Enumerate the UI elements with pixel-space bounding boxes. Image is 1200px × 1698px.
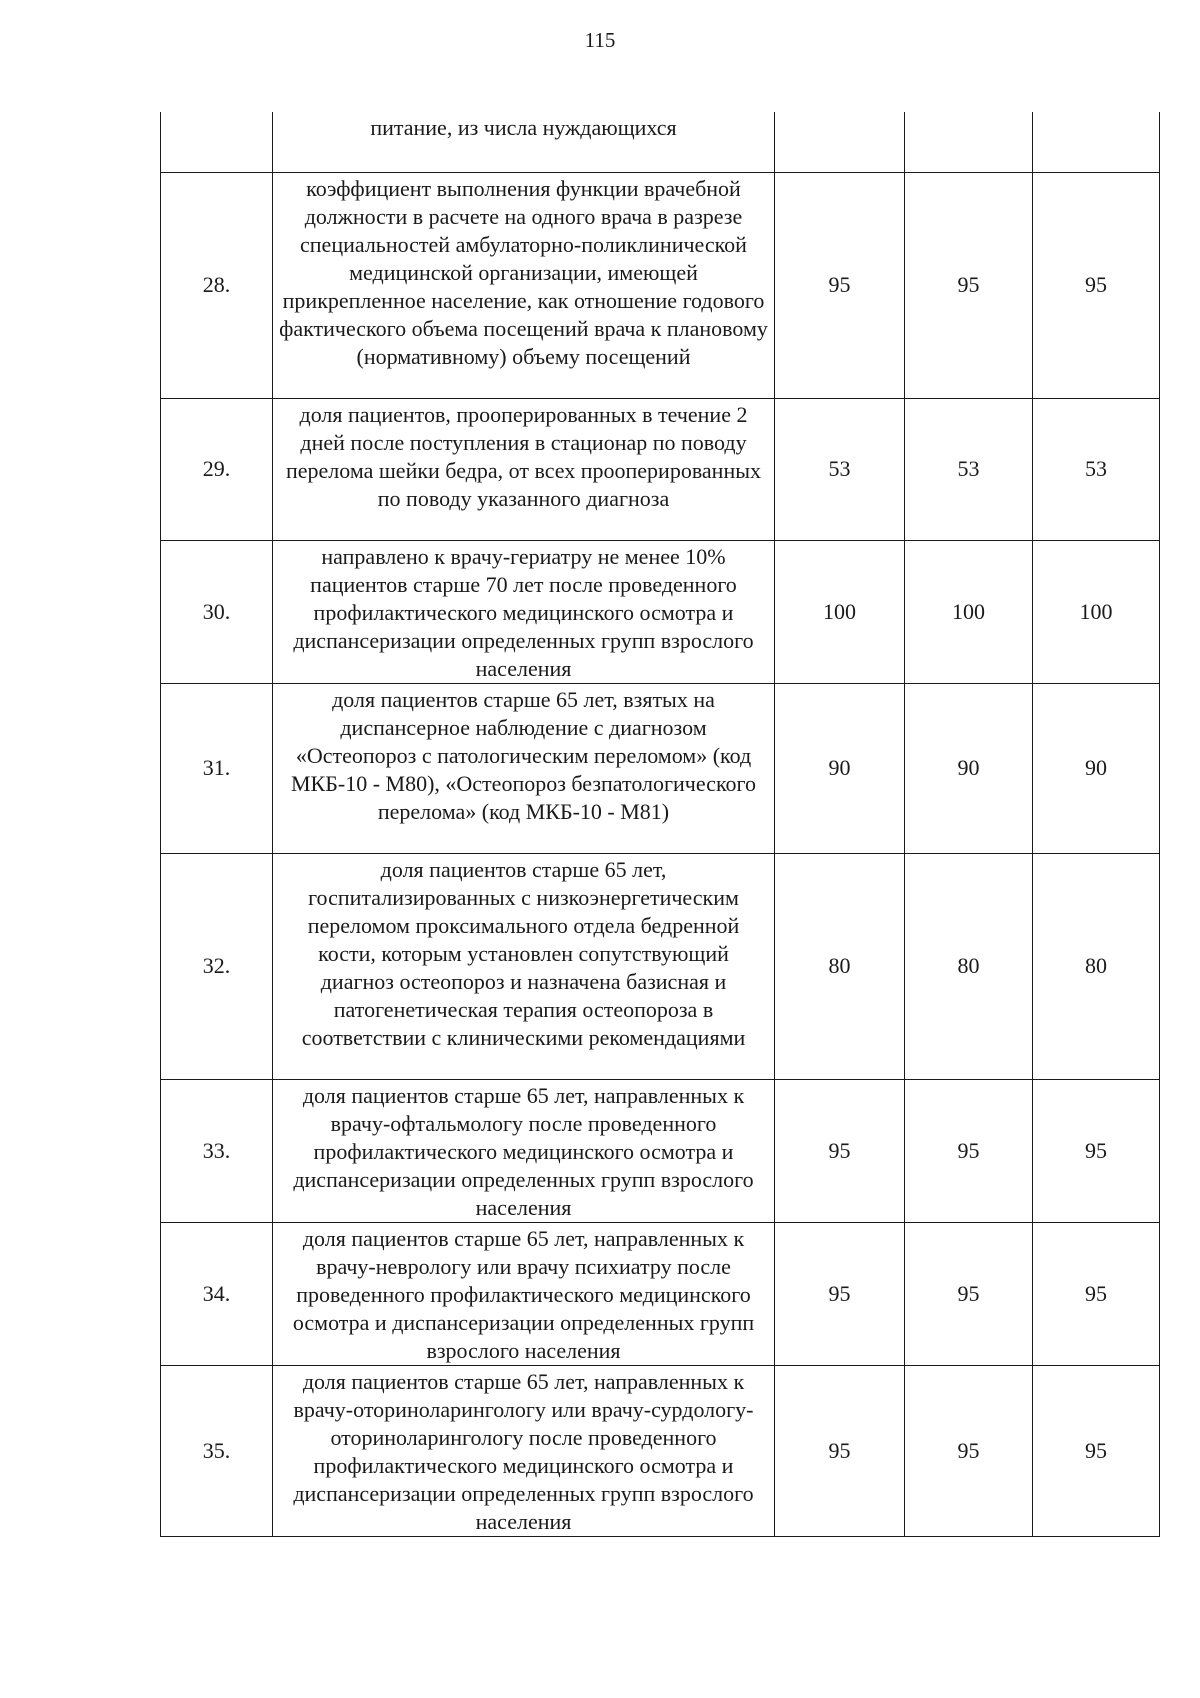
row-description-cell: доля пациентов старше 65 лет, взятых на диспансерное наблюдение с диагнозом «Остеопороз с патологическим переломом» (код МКБ-10 - М80), «Остеопороз безпатологического перелома» (код МКБ-10 - М81): [273, 683, 775, 853]
table-row: [161, 172, 1160, 398]
row-value-cell: 95: [775, 172, 905, 398]
table-row: [161, 683, 1160, 853]
row-value-cell: 100: [775, 540, 905, 683]
row-value-cell: 95: [1033, 1079, 1160, 1222]
indicators-table: [160, 112, 1160, 1537]
table-row: [161, 112, 1160, 172]
row-description-cell: питание, из числа нуждающихся: [273, 112, 775, 172]
row-description-cell: доля пациентов старше 65 лет, направленных к врачу-офтальмологу после проведенного профилактического медицинского осмотра и диспансеризации определенных групп взрослого населения: [273, 1079, 775, 1222]
row-value-cell: 95: [775, 1079, 905, 1222]
table-row: [161, 1222, 1160, 1365]
row-value-cell: 95: [905, 1079, 1033, 1222]
table-row: [161, 853, 1160, 1079]
row-value-cell: 95: [905, 1222, 1033, 1365]
row-value-cell: 53: [775, 398, 905, 540]
row-number-cell: 31.: [161, 683, 273, 853]
row-description-cell: доля пациентов, прооперированных в течение 2 дней после поступления в стационар по поводу перелома шейки бедра, от всех прооперированных по поводу указанного диагноза: [273, 398, 775, 540]
table-row: [161, 1365, 1160, 1536]
table-row: [161, 398, 1160, 540]
table-row: [161, 1079, 1160, 1222]
page-number: 115: [584, 28, 616, 52]
row-value-cell: 95: [1033, 172, 1160, 398]
row-number-cell: 34.: [161, 1222, 273, 1365]
row-value-cell: 95: [1033, 1222, 1160, 1365]
row-value-cell: [905, 112, 1033, 172]
table-row: [161, 540, 1160, 683]
row-value-cell: 80: [905, 853, 1033, 1079]
row-value-cell: 53: [905, 398, 1033, 540]
row-value-cell: 90: [775, 683, 905, 853]
row-description-cell: доля пациентов старше 65 лет, направленных к врачу-неврологу или врачу психиатру после проведенного профилактического медицинского осмотра и диспансеризации определенных групп взрослого населения: [273, 1222, 775, 1365]
row-number-cell: 35.: [161, 1365, 273, 1536]
row-number-cell: [161, 112, 273, 172]
row-number-cell: 29.: [161, 398, 273, 540]
row-number-cell: 30.: [161, 540, 273, 683]
row-value-cell: 95: [1033, 1365, 1160, 1536]
row-value-cell: 95: [905, 172, 1033, 398]
row-value-cell: 80: [1033, 853, 1160, 1079]
row-number-cell: 33.: [161, 1079, 273, 1222]
row-value-cell: 95: [905, 1365, 1033, 1536]
row-number-cell: 28.: [161, 172, 273, 398]
row-value-cell: 90: [905, 683, 1033, 853]
row-description-cell: доля пациентов старше 65 лет, госпитализированных с низкоэнергетическим переломом проксимального отдела бедренной кости, которым установлен сопутствующий диагноз остеопороз и назначена базисная и патогенетическая терапия остеопороза в соответствии с клиническими рекомендациями: [273, 853, 775, 1079]
row-value-cell: [1033, 112, 1160, 172]
row-description-cell: направлено к врачу-гериатру не менее 10% пациентов старше 70 лет после проведенного профилактического медицинского осмотра и диспансеризации определенных групп взрослого населения: [273, 540, 775, 683]
row-value-cell: 100: [1033, 540, 1160, 683]
row-value-cell: [775, 112, 905, 172]
row-value-cell: 90: [1033, 683, 1160, 853]
row-value-cell: 95: [775, 1365, 905, 1536]
row-value-cell: 80: [775, 853, 905, 1079]
row-value-cell: 100: [905, 540, 1033, 683]
row-value-cell: 53: [1033, 398, 1160, 540]
row-description-cell: коэффициент выполнения функции врачебной должности в расчете на одного врача в разрезе специальностей амбулаторно-поликлинической медицинской организации, имеющей прикрепленное население, как отношение годового фактического объема посещений врача к плановому (нормативному) объему посещений: [273, 172, 775, 398]
row-value-cell: 95: [775, 1222, 905, 1365]
row-number-cell: 32.: [161, 853, 273, 1079]
row-description-cell: доля пациентов старше 65 лет, направленных к врачу-оториноларингологу или врачу-сурдологу-оториноларингологу после проведенного профилактического медицинского осмотра и диспансеризации определенных групп взрослого населения: [273, 1365, 775, 1536]
